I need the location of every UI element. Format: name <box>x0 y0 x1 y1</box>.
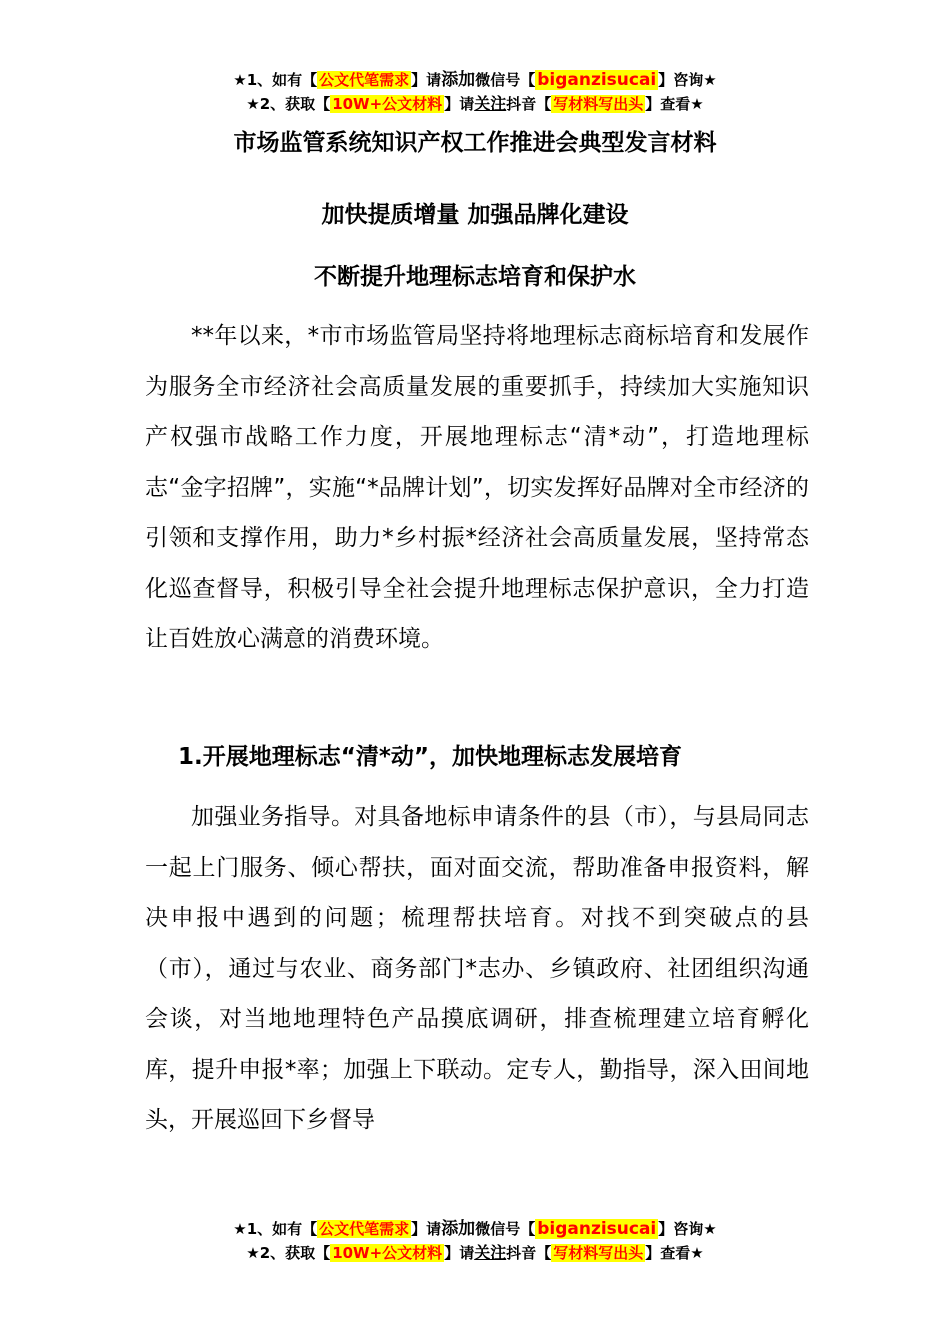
banner-emphasis: 添加 <box>441 1219 476 1239</box>
body-paragraph-2: 加强业务指导。对具备地标申请条件的县（市），与县局同志一起上门服务、倾心帮扶，面对面交流，帮助准备申报资料，解决申报中遇到的问题；梳理帮扶培育。对找不到突破点的县（市），通过与农业、商务部门*志办、乡镇政府、社团组织沟通会谈，对当地地理特色产品摸底调研，排查梳理建立培育孵化库，提升申报*率；加强上下联动。定专人，勤指导，深入田间地头，开展巡回下乡督导 <box>145 804 809 1133</box>
banner-emphasis: 关注 <box>474 1243 507 1262</box>
banner-text: 】查看★ <box>645 1244 704 1262</box>
banner-highlight: biganzisucai <box>537 1219 657 1239</box>
banner-text: 微信号【 <box>475 71 536 89</box>
banner-text: ★2、获取【 <box>246 1244 331 1262</box>
banner-highlight: 公文代笔需求 <box>319 1220 410 1238</box>
banner-text: 微信号【 <box>475 1220 536 1238</box>
banner-emphasis: 关注 <box>474 94 507 113</box>
banner-line-1 <box>0 68 950 92</box>
banner-highlight: 公文代笔需求 <box>319 71 410 89</box>
bottom-banner <box>0 1217 950 1265</box>
banner-line-1 <box>0 1217 950 1241</box>
top-banner <box>0 68 950 116</box>
banner-text: ★1、如有【 <box>233 71 318 89</box>
banner-text: 】请 <box>411 1220 442 1238</box>
banner-highlight: 写材料写出头 <box>553 1244 644 1262</box>
document-subtitle-2: 不断提升地理标志培育和保护水 <box>314 264 636 290</box>
banner-line-2 <box>0 1241 950 1265</box>
banner-text: 抖音【 <box>506 95 552 113</box>
document-subtitle-1: 加快提质增量 加强品牌化建设 <box>321 202 629 228</box>
banner-text: ★1、如有【 <box>233 1220 318 1238</box>
banner-text: 】请 <box>444 95 475 113</box>
banner-line-2 <box>0 92 950 116</box>
banner-text: ★2、获取【 <box>246 95 331 113</box>
banner-text: 抖音【 <box>506 1244 552 1262</box>
banner-highlight: 10W+公文材料 <box>332 95 443 113</box>
section-heading-1: 1.开展地理标志“清*动”，加快地理标志发展培育 <box>178 744 683 770</box>
document-title: 市场监管系统知识产权工作推进会典型发言材料 <box>233 130 717 156</box>
banner-text: 】咨询★ <box>658 71 717 89</box>
banner-highlight: 10W+公文材料 <box>332 1244 443 1262</box>
banner-highlight: biganzisucai <box>537 70 657 90</box>
banner-text: 】请 <box>411 71 442 89</box>
banner-text: 】请 <box>444 1244 475 1262</box>
banner-emphasis: 添加 <box>441 70 476 90</box>
body-paragraph-1: **年以来，*市市场监管局坚持将地理标志商标培育和发展作为服务全市经济社会高质量发展的重要抓手，持续加大实施知识产权强市战略工作力度，开展地理标志“清*动”，打造地理标志“金字招牌”，实施“*品牌计划”，切实发挥好品牌对全市经济的引领和支撑作用，助力*乡村振*经济社会高质量发展，坚持常态化巡查督导，积极引导全社会提升地理标志保护意识，全力打造让百姓放心满意的消费环境。 <box>145 323 809 652</box>
banner-highlight: 写材料写出头 <box>553 95 644 113</box>
banner-text: 】查看★ <box>645 95 704 113</box>
banner-text: 】咨询★ <box>658 1220 717 1238</box>
